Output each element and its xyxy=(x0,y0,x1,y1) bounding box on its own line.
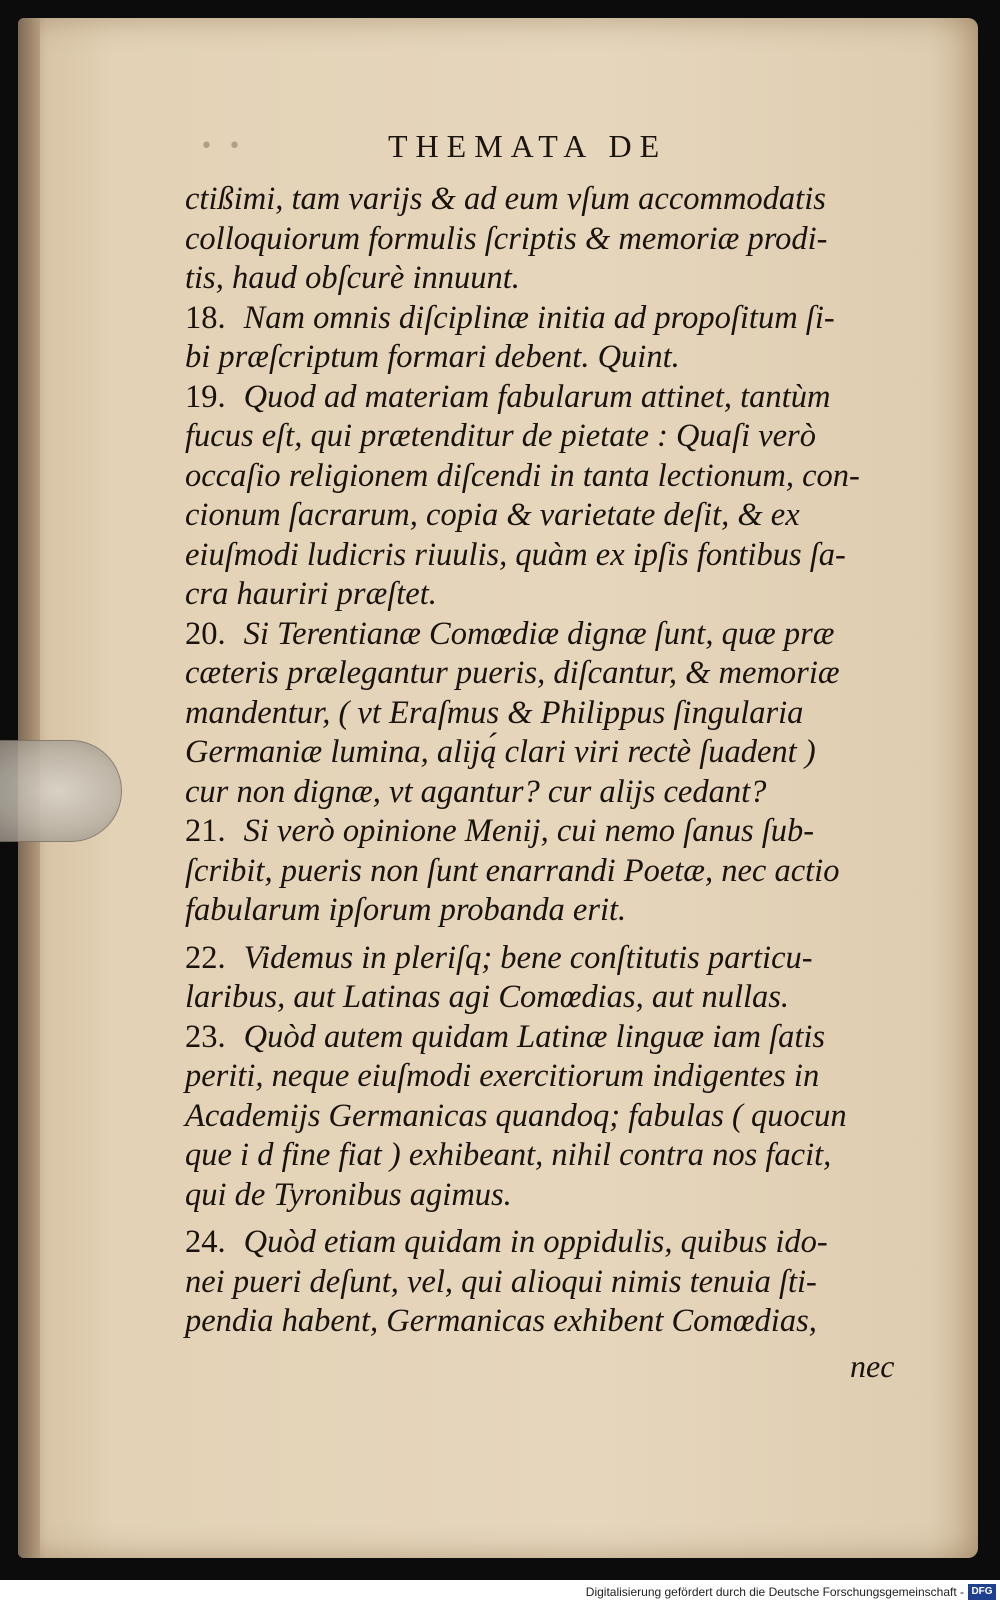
text-line: pendia habent, Germanicas exhibent Comœdias, xyxy=(185,1303,817,1339)
text-line: cra hauriri præſtet. xyxy=(185,576,437,612)
text-line: Si verò opinione Menij, cui nemo ſanus ſub- xyxy=(243,813,815,849)
thesis-23 xyxy=(185,1018,925,1216)
text-line: cionum ſacrarum, copia & varietate deſit, & ex xyxy=(185,497,800,533)
text-line: ſcribit, pueris non ſunt enarrandi Poetæ, nec actio xyxy=(185,852,840,889)
text-line: Germaniæ lumina, aliją́ clari viri rectè ſuadent ) xyxy=(185,734,816,770)
text-line: ctißimi, tam varijs & ad eum vſum accommodatis xyxy=(185,181,826,217)
dfg-logo-icon: DFG xyxy=(968,1584,996,1600)
text-line: Nam omnis diſciplinæ initia ad propoſitum ſi- xyxy=(243,299,835,336)
paragraph-continued xyxy=(185,180,925,299)
text-line: periti, neque eiuſmodi exercitiorum indigentes in xyxy=(185,1058,820,1094)
funding-credit: Digitalisierung gefördert durch die Deutsche Forschungsgemeinschaft - xyxy=(585,1585,964,1599)
thesis-number: 21. xyxy=(185,813,226,849)
body-text xyxy=(185,180,925,1342)
text-line: bi præſcriptum formari debent. Quint. xyxy=(185,339,680,375)
thesis-19 xyxy=(185,378,925,615)
thesis-number: 18. xyxy=(185,299,226,336)
text-line: laribus, aut Latinas agi Comœdias, aut nullas. xyxy=(185,979,790,1015)
text-line: Academijs Germanicas quandoq; fabulas ( quocun xyxy=(185,1097,847,1134)
text-line: qui de Tyronibus agimus. xyxy=(185,1176,512,1213)
text-line: mandentur, ( vt Eraſmus & Philippus ſingularia xyxy=(185,694,804,731)
thesis-number: 22. xyxy=(185,939,226,976)
text-line: Si Terentianæ Comœdiæ dignæ ſunt, quæ præ xyxy=(243,615,835,652)
thesis-24 xyxy=(185,1223,925,1342)
text-line: cæteris prælegantur pueris, diſcantur, & memoriæ xyxy=(185,655,840,691)
thesis-number: 23. xyxy=(185,1018,226,1055)
thesis-21 xyxy=(185,812,925,931)
text-line: Quòd autem quidam Latinæ linguæ iam ſatis xyxy=(243,1018,826,1055)
thesis-number: 24. xyxy=(185,1224,226,1260)
thesis-18 xyxy=(185,299,925,378)
text-line: eiuſmodi ludicris riuulis, quàm ex ipſis fontibus ſa- xyxy=(185,536,846,573)
digitization-footer xyxy=(0,1580,1000,1607)
bleed-through-ornament: • • xyxy=(200,134,245,159)
thesis-number: 20. xyxy=(185,615,226,652)
text-line: colloquiorum formulis ſcriptis & memoriæ prodi- xyxy=(185,220,828,257)
text-line: fucus eſt, qui prætenditur de pietate : Quaſi verò xyxy=(185,418,816,454)
text-line: fabularum ipſorum probanda erit. xyxy=(185,892,627,928)
text-line: Videmus in pleriſq; bene conſtitutis particu- xyxy=(243,939,813,976)
text-line: cur non dignæ, vt agantur? cur alijs cedant? xyxy=(185,773,767,810)
text-line: Quòd etiam quidam in oppidulis, quibus ido- xyxy=(243,1224,828,1260)
page-clip-weight xyxy=(0,740,122,842)
thesis-20 xyxy=(185,615,925,813)
text-line: Quod ad materiam fabularum attinet, tantùm xyxy=(243,378,831,415)
text-line: que i d fine fiat ) exhibeant, nihil contra nos facit, xyxy=(185,1137,832,1173)
catchword: nec xyxy=(850,1348,895,1384)
thesis-22 xyxy=(185,939,925,1018)
running-title: THEMATA DE xyxy=(388,128,668,164)
text-line: tis, haud obſcurè innuunt. xyxy=(185,260,520,296)
text-line: occaſio religionem diſcendi in tanta lectionum, con- xyxy=(185,457,860,494)
thesis-number: 19. xyxy=(185,378,226,415)
text-line: nei pueri deſunt, vel, qui alioqui nimis tenuia ſti- xyxy=(185,1263,817,1300)
